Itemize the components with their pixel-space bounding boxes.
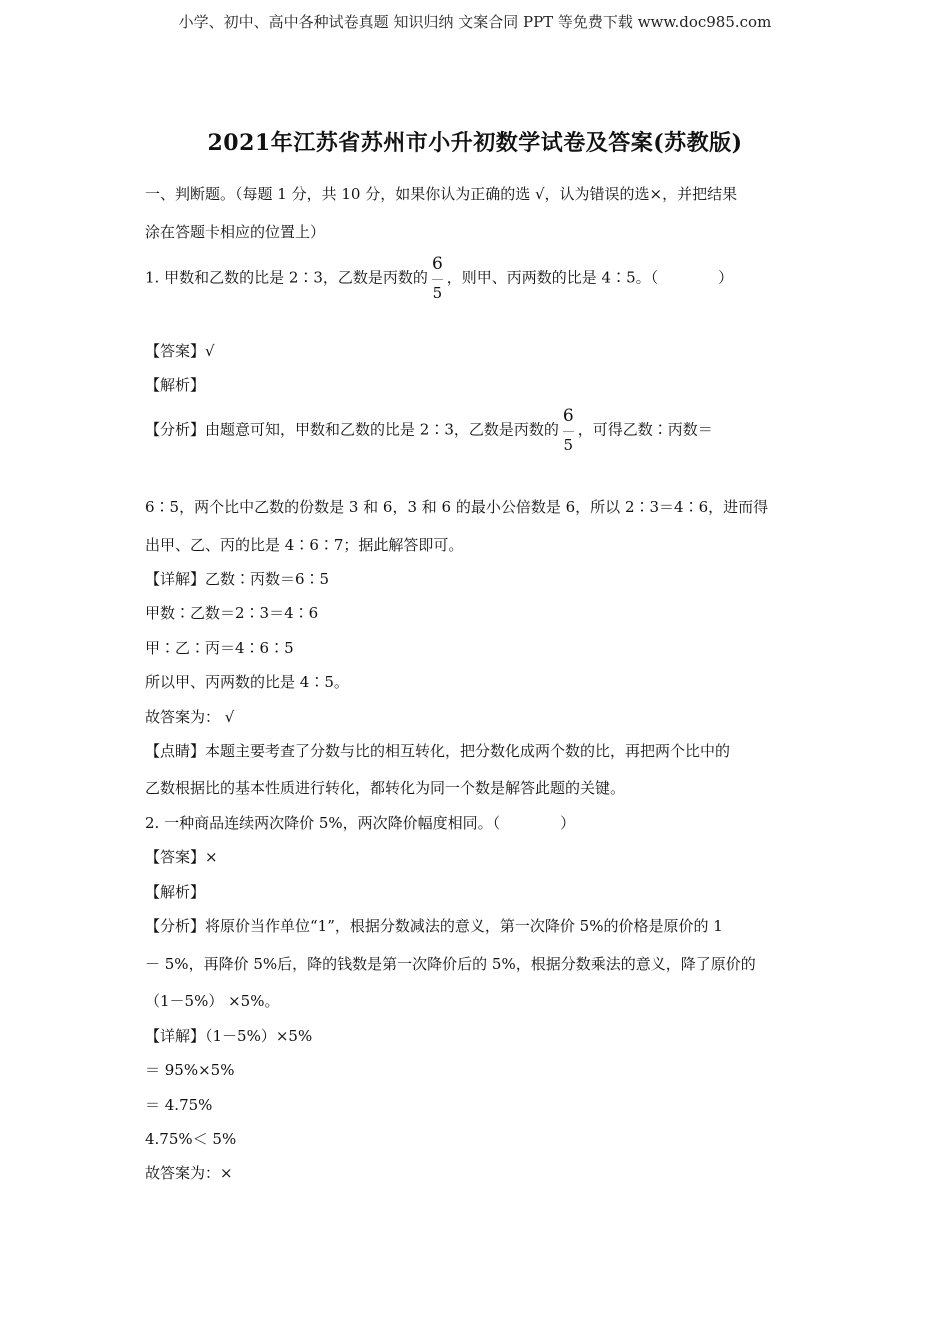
q2-analysis-line2: － 5%，再降价 5%后，降的钱数是第一次降价后的 5%，根据分数乘法的意义，降了原价的 [145,955,756,973]
q2-detail-line3: ＝ 4.75% [145,1096,213,1114]
q2-close-paren: ） [560,814,576,832]
section-instructions-line1: 一、判断题。（每题 1 分，共 10 分，如果你认为正确的选 √，认为错误的选×，并把结果 [145,185,738,203]
q1-answer: 【答案】√ [145,342,215,360]
q1-comment-line1: 【点睛】本题主要考查了分数与比的相互转化，把分数化成两个数的比，再把两个比中的 [145,742,731,760]
q1-detail-line1: 【详解】乙数∶丙数＝6∶5 [145,570,330,588]
q1-conclusion: 故答案为： √ [145,708,235,726]
q1-analysis [145,408,713,453]
q1-text-after: ，则甲、丙两数的比是 4∶5。（ [446,268,659,287]
q1-analysis-line2: 6∶5，两个比中乙数的份数是 3 和 6，3 和 6 的最小公倍数是 6，所以 2∶3＝4∶6，进而得 [145,498,769,516]
page-header: 小学、初中、高中各种试卷真题 知识归纳 文案合同 PPT 等免费下载 www.doc985.com [178,13,772,31]
q1-analysis-after: ，可得乙数∶丙数＝ [577,420,713,439]
q2-question [145,812,575,833]
q1-fraction-numerator: 6 [432,256,443,280]
q1-text-before: 1. 甲数和乙数的比是 2∶3，乙数是丙数的 [145,268,428,287]
q2-jiexi-label: 【解析】 [145,883,206,901]
q2-detail-line1: 【详解】（1－5%）×5% [145,1027,313,1045]
q2-detail-line4: 4.75%＜ 5% [145,1130,237,1148]
page-title: 2021年江苏省苏州市小升初数学试卷及答案(苏教版) [207,130,743,156]
q1-detail-line2: 甲数∶乙数＝2∶3＝4∶6 [145,604,319,622]
q1-close-paren: ） [718,268,734,287]
section-instructions-line2: 涂在答题卡相应的位置上） [145,223,326,241]
q1-analysis-before: 【分析】由题意可知，甲数和乙数的比是 2∶3，乙数是丙数的 [145,420,559,439]
q1-jiexi-label: 【解析】 [145,376,206,394]
q1-question [145,256,733,301]
q2-conclusion: 故答案为：× [145,1164,233,1182]
q2-answer: 【答案】× [145,848,218,866]
q1-analysis-fraction-numerator: 6 [563,408,574,432]
q2-analysis-line1: 【分析】将原价当作单位“1”，根据分数减法的意义，第一次降价 5%的价格是原价的 1 [145,917,723,935]
q1-analysis-fraction [563,408,574,453]
q1-detail-line3: 甲∶乙∶丙＝4∶6∶5 [145,639,294,657]
q1-analysis-fraction-denominator: 5 [563,436,574,454]
q1-comment-line2: 乙数根据比的基本性质进行转化，都转化为同一个数是解答此题的关键。 [145,779,626,797]
q1-analysis-line3: 出甲、乙、丙的比是 4∶6∶7；据此解答即可。 [145,536,464,554]
q1-fraction-denominator: 5 [432,284,443,302]
q2-question-text: 2. 一种商品连续两次降价 5%，两次降价幅度相同。（ [145,814,501,832]
q1-fraction [432,256,443,301]
q2-detail-line2: ＝ 95%×5% [145,1061,235,1079]
q1-detail-line4: 所以甲、丙两数的比是 4∶5。 [145,673,349,691]
q2-analysis-line3: （1－5%） ×5%。 [145,992,280,1010]
